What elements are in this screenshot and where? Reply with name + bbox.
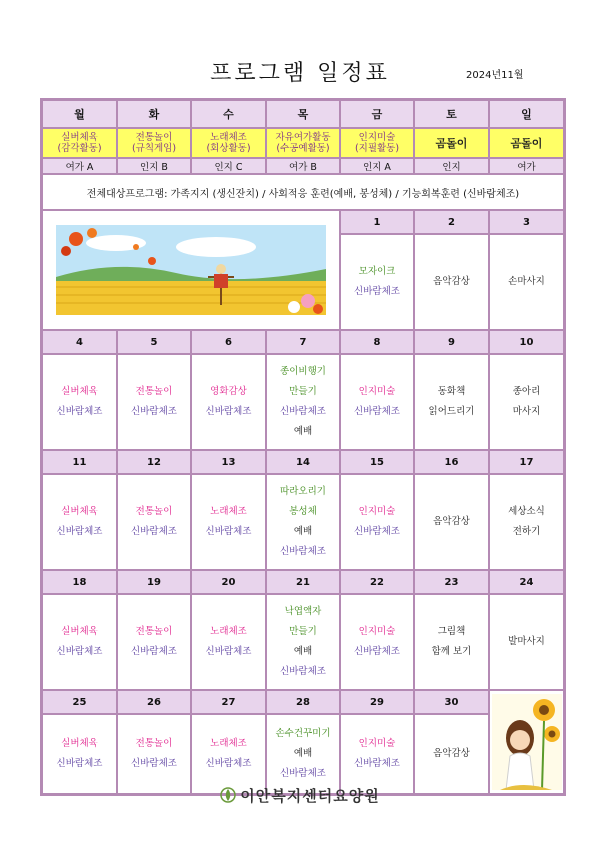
program-row	[42, 128, 564, 158]
date-number-row	[42, 450, 564, 474]
activity-label: 봉성체	[289, 506, 317, 517]
day-header: 화	[117, 100, 191, 128]
activity-label: 신바람체조	[354, 526, 400, 537]
date-number-row	[42, 570, 564, 594]
activity-label: 신바람체조	[131, 646, 177, 657]
activity-label: 노래체조	[210, 626, 247, 637]
program-label: (수공예활동)	[276, 143, 330, 154]
day-activity-cell	[489, 354, 564, 450]
level-cell: 인지 C	[191, 158, 266, 174]
activity-label: 신바람체조	[280, 768, 326, 779]
date-number: 19	[117, 570, 191, 594]
program-cell	[191, 128, 266, 158]
activity-label: 만들기	[289, 626, 317, 637]
program-label: 곰돌이	[435, 136, 468, 150]
program-label: (회상활동)	[206, 143, 251, 154]
activity-label: 만들기	[289, 386, 317, 397]
activity-label: 신바람체조	[205, 406, 252, 417]
footer-text: 이안복지센터요양원	[240, 787, 380, 805]
activity-label: 인지미술	[358, 626, 396, 637]
program-cell	[489, 128, 564, 158]
girl-with-sunflowers-illustration	[492, 694, 562, 790]
day-activity-cell	[266, 354, 340, 450]
day-activity-cell	[414, 354, 489, 450]
day-activity-cell	[266, 474, 340, 570]
activity-label: 음악감상	[433, 276, 470, 287]
activity-label: 실버체육	[61, 738, 98, 749]
program-label: 자유여가활동	[275, 132, 331, 143]
level-row	[42, 158, 564, 174]
date-number: 8	[340, 330, 414, 354]
activity-label: 신바람체조	[205, 646, 252, 657]
activity-label: 전하기	[512, 526, 541, 537]
date-number: 25	[42, 690, 117, 714]
day-activity-cell	[266, 594, 340, 690]
day-activity-cell	[117, 474, 191, 570]
activity-label: 읽어드리기	[428, 406, 475, 417]
activity-label: 실버체육	[61, 626, 98, 637]
level-cell: 여가 B	[266, 158, 340, 174]
day-activity-cell	[489, 234, 564, 330]
activity-label: 노래체조	[210, 506, 247, 517]
activity-label: 그림책	[437, 626, 466, 637]
day-activity-cell	[191, 354, 266, 450]
activity-label: 전통놀이	[135, 626, 173, 637]
footer-org-name	[0, 785, 600, 806]
activity-label: 신바람체조	[56, 526, 103, 537]
activity-label: 예배	[293, 426, 313, 437]
activity-label: 음악감상	[433, 748, 470, 759]
level-cell: 여가 A	[42, 158, 117, 174]
activity-row	[42, 714, 564, 794]
activity-label: 신바람체조	[354, 646, 400, 657]
level-cell: 인지 A	[340, 158, 414, 174]
common-program-row	[42, 174, 564, 210]
activity-label: 신바람체조	[205, 758, 252, 769]
activity-label: 음악감상	[433, 516, 470, 527]
day-header-row	[42, 100, 564, 128]
date-number: 4	[42, 330, 117, 354]
day-activity-cell	[414, 234, 489, 330]
day-activity-cell	[340, 234, 414, 330]
day-header: 금	[340, 100, 414, 128]
day-activity-cell	[489, 594, 564, 690]
date-number: 22	[340, 570, 414, 594]
date-number: 29	[340, 690, 414, 714]
program-cell	[266, 128, 340, 158]
activity-label: 전통놀이	[135, 738, 173, 749]
date-number: 18	[42, 570, 117, 594]
program-label: 곰돌이	[510, 136, 543, 150]
program-cell	[42, 128, 117, 158]
date-number: 5	[117, 330, 191, 354]
program-label: 인지미술	[358, 132, 396, 143]
activity-label: 실버체육	[61, 506, 98, 517]
date-number: 16	[414, 450, 489, 474]
day-activity-cell	[414, 714, 489, 794]
program-cell	[340, 128, 414, 158]
activity-label: 예배	[293, 526, 313, 537]
activity-label: 예배	[293, 748, 313, 759]
date-number: 20	[191, 570, 266, 594]
day-activity-cell	[340, 714, 414, 794]
date-number: 10	[489, 330, 564, 354]
program-label: 실버체육	[61, 132, 98, 143]
program-cell	[117, 128, 191, 158]
day-activity-cell	[414, 474, 489, 570]
activity-label: 신바람체조	[131, 758, 177, 769]
activity-label: 노래체조	[210, 738, 247, 749]
day-activity-cell	[117, 714, 191, 794]
date-number: 14	[266, 450, 340, 474]
day-activity-cell	[266, 714, 340, 794]
program-label: (감각활동)	[57, 143, 102, 154]
program-label: (지필활동)	[354, 143, 400, 154]
activity-label: 신바람체조	[354, 286, 400, 297]
level-cell: 여가	[489, 158, 564, 174]
activity-label: 종아리	[512, 386, 541, 397]
activity-label: 마사지	[512, 406, 541, 417]
date-number: 30	[414, 690, 489, 714]
date-number: 6	[191, 330, 266, 354]
activity-label: 영화감상	[210, 386, 247, 397]
day-header: 수	[191, 100, 266, 128]
common-program-text: 전체대상프로그램: 가족지지 (생신잔치) / 사회적응 훈련(예배, 봉성체) / 기능회복훈련 (신바람체조)	[42, 174, 564, 210]
date-number: 28	[266, 690, 340, 714]
day-activity-cell	[117, 354, 191, 450]
organization-logo-icon	[220, 787, 236, 803]
day-activity-cell	[191, 714, 266, 794]
date-number-row	[42, 690, 564, 714]
activity-label: 전통놀이	[135, 386, 173, 397]
program-label: 노래체조	[210, 132, 247, 143]
day-activity-cell	[191, 474, 266, 570]
date-number: 26	[117, 690, 191, 714]
activity-label: 신바람체조	[131, 406, 177, 417]
level-cell: 인지 B	[117, 158, 191, 174]
program-label: 전통놀이	[135, 132, 173, 143]
date-number-row	[42, 330, 564, 354]
autumn-field-scarecrow-illustration	[56, 225, 326, 315]
day-activity-cell	[191, 594, 266, 690]
activity-label: 신바람체조	[56, 406, 103, 417]
activity-row	[42, 594, 564, 690]
activity-label: 인지미술	[358, 738, 396, 749]
day-activity-cell	[117, 594, 191, 690]
activity-label: 세상소식	[508, 506, 545, 517]
activity-row	[42, 474, 564, 570]
date-number: 11	[42, 450, 117, 474]
day-activity-cell	[42, 354, 117, 450]
day-activity-cell	[340, 474, 414, 570]
program-label: (규칙게임)	[131, 143, 177, 154]
date-number: 12	[117, 450, 191, 474]
activity-label: 전통놀이	[135, 506, 173, 517]
date-number: 27	[191, 690, 266, 714]
date-number: 21	[266, 570, 340, 594]
page-title: 프로그램 일정표	[210, 61, 390, 86]
date-number-row	[42, 210, 564, 234]
activity-label: 낙엽액자	[284, 606, 322, 617]
day-activity-cell	[42, 714, 117, 794]
date-number: 7	[266, 330, 340, 354]
activity-label: 신바람체조	[56, 758, 103, 769]
activity-label: 신바람체조	[280, 666, 326, 677]
date-number: 13	[191, 450, 266, 474]
activity-label: 신바람체조	[280, 546, 326, 557]
activity-label: 인지미술	[358, 506, 396, 517]
day-header: 토	[414, 100, 489, 128]
activity-label: 신바람체조	[354, 758, 400, 769]
day-header: 일	[489, 100, 564, 128]
activity-label: 손마사지	[508, 276, 545, 287]
day-activity-cell	[340, 594, 414, 690]
year-month: 2024년11월	[466, 70, 524, 81]
activity-label: 손수건꾸미기	[275, 728, 331, 739]
activity-label: 종이비행기	[280, 366, 326, 377]
activity-label: 인지미술	[358, 386, 396, 397]
activity-label: 예배	[293, 646, 313, 657]
day-activity-cell	[489, 474, 564, 570]
activity-label: 발마사지	[508, 636, 545, 647]
autumn-landscape-image	[42, 210, 340, 330]
date-number: 3	[489, 210, 564, 234]
schedule-table	[40, 98, 566, 796]
activity-label: 동화책	[437, 386, 466, 397]
date-number: 24	[489, 570, 564, 594]
day-activity-cell	[42, 594, 117, 690]
date-number: 2	[414, 210, 489, 234]
activity-label: 실버체육	[61, 386, 98, 397]
activity-label: 모자이크	[358, 266, 396, 277]
activity-label: 함께 보기	[431, 646, 472, 657]
date-number: 9	[414, 330, 489, 354]
activity-label: 신바람체조	[280, 406, 326, 417]
activity-label: 신바람체조	[56, 646, 103, 657]
day-header: 목	[266, 100, 340, 128]
activity-row	[42, 354, 564, 450]
program-cell	[414, 128, 489, 158]
activity-label: 따라오리기	[280, 486, 326, 497]
day-activity-cell	[42, 474, 117, 570]
date-number: 15	[340, 450, 414, 474]
day-activity-cell	[414, 594, 489, 690]
date-number: 17	[489, 450, 564, 474]
date-number: 1	[340, 210, 414, 234]
activity-label: 신바람체조	[354, 406, 400, 417]
activity-label: 신바람체조	[205, 526, 252, 537]
girl-sunflower-image	[489, 690, 564, 794]
activity-label: 신바람체조	[131, 526, 177, 537]
day-header: 월	[42, 100, 117, 128]
level-cell: 인지	[414, 158, 489, 174]
date-number: 23	[414, 570, 489, 594]
day-activity-cell	[340, 354, 414, 450]
